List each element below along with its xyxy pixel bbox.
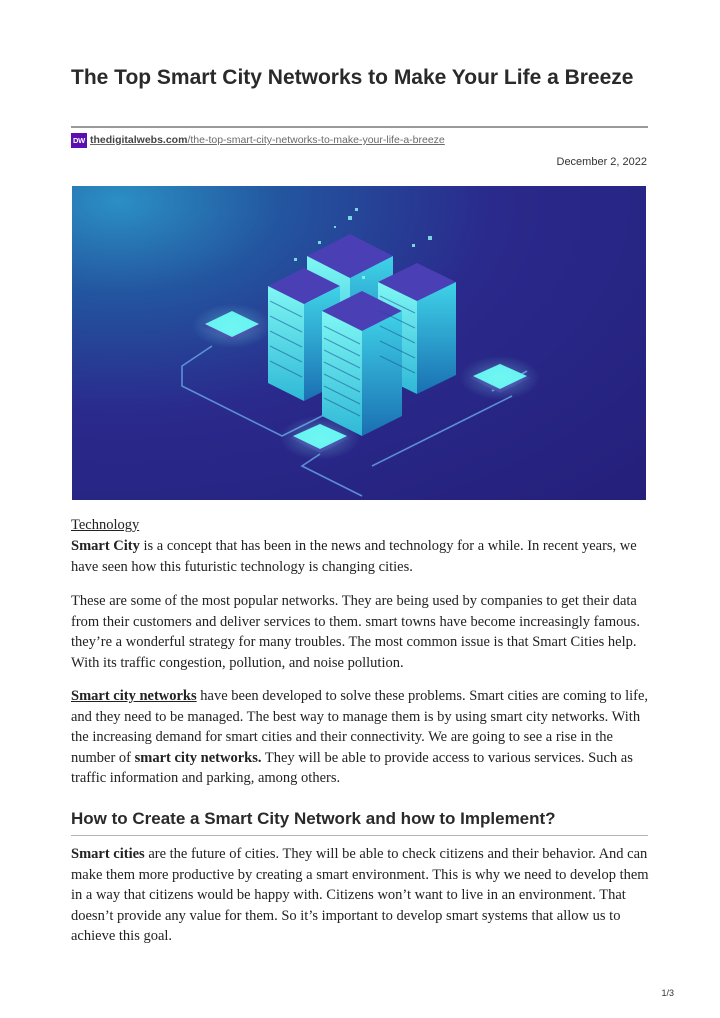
hero-image (72, 186, 646, 500)
source-path: /the-top-smart-city-networks-to-make-your-life-a-breeze (187, 134, 445, 146)
category-link[interactable]: Technology (71, 517, 140, 533)
paragraph-4-text: are the future of cities. They will be able to check citizens and their behavior. And can make them more productive by creating a smart environment. This is why we need to develop them in a way that citizens would be happy with. Citizens won’t want to live in an environment. That doesn’t provide any value for them. So it’s important to develop smart systems that allow us to achieve this goal. (71, 846, 649, 945)
section-heading: How to Create a Smart City Network and how to Implement? (71, 809, 556, 828)
paragraph-3-text-2: They will be able to provide access to various services. Such as traffic information and parking, among others. (71, 749, 633, 787)
server-towers-illustration (72, 186, 646, 500)
source-domain: thedigitalwebs.com (90, 134, 188, 146)
paragraph-2: These are some of the most popular networks. They are being used by companies to get their data from their customers and deliver services to them. smart towns have become increasingly famous. they’re a wonderful strategy for many troubles. The most common issue is that Smart Cities help. With its traffic congestion, pollution, and noise pollution. (71, 593, 640, 671)
page-title: The Top Smart City Networks to Make Your Life a Breeze (71, 66, 634, 89)
chip-pad-left (192, 304, 272, 348)
server-tower-front (322, 291, 402, 436)
title-divider (71, 126, 648, 128)
page-number: 1/3 (661, 988, 674, 998)
paragraph-3 (71, 686, 649, 789)
paragraph-3-text-1: have been developed to solve these problems. Smart cities are coming to life, and they need to be managed. The best way to manage them is by using smart city networks. With the increasing demand for smart cities and their connectivity. We are going to see a rise in the number of (71, 688, 649, 766)
intro-bold: Smart City (71, 538, 140, 554)
section-divider (71, 835, 648, 836)
site-logo: DW (71, 133, 87, 148)
publish-date: December 2, 2022 (556, 156, 647, 168)
paragraph-3-bold: smart city networks. (134, 749, 262, 766)
source-row (71, 132, 445, 148)
paragraph-4-bold: Smart cities (71, 846, 145, 862)
source-url-link[interactable] (90, 134, 445, 146)
chip-pad-right (460, 356, 540, 400)
smart-city-networks-link[interactable]: Smart city networks (71, 688, 197, 704)
intro-paragraph (71, 536, 649, 577)
paragraph-4 (71, 844, 649, 947)
intro-text: is a concept that has been in the news and technology for a while. In recent years, we have seen how this futuristic technology is changing cities. (71, 538, 637, 575)
